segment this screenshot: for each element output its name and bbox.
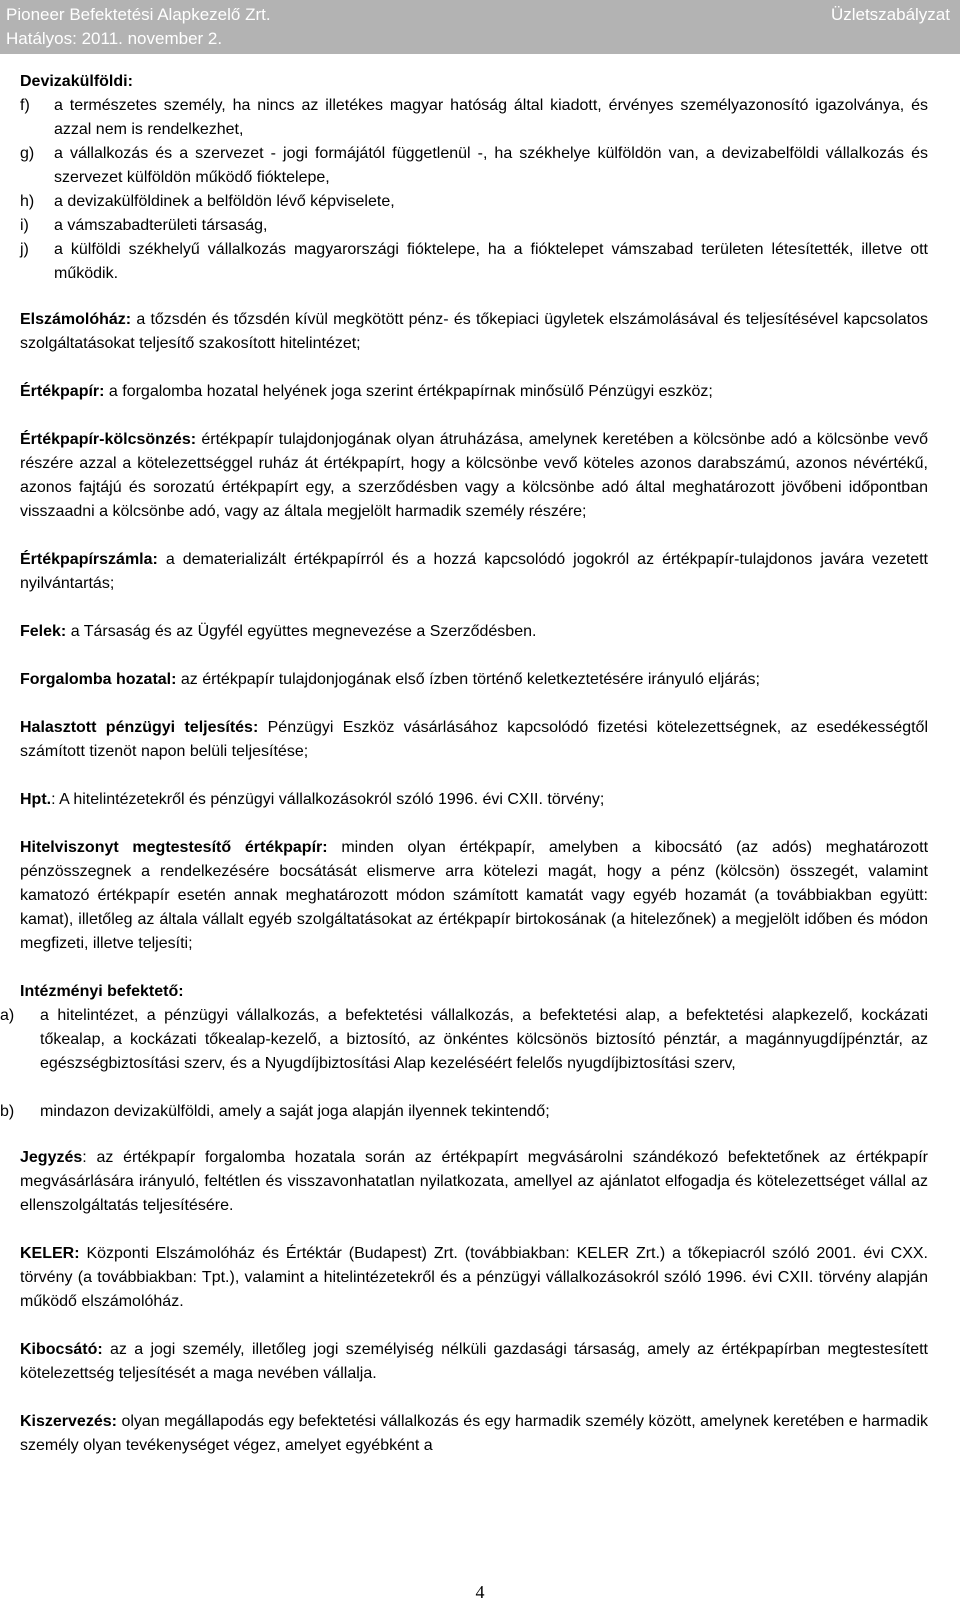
- item-text: a külföldi székhelyű vállalkozás magyarországi fióktelepe, ha a fióktelepet vámszabad területen létesítették, illetve ott működik.: [54, 241, 928, 282]
- list-item: [20, 238, 928, 286]
- page-header: [0, 0, 960, 54]
- definition-text: a forgalomba hozatal helyének joga szerint értékpapírnak minősülő Pénzügyi eszköz;: [104, 383, 713, 400]
- definition-term: Hpt.: [20, 791, 52, 808]
- definition: [20, 1410, 928, 1458]
- intezmenyi-section: [0, 980, 928, 1124]
- definition: [20, 308, 928, 356]
- item-label: b): [0, 1103, 15, 1120]
- definition-term: Értékpapír-kölcsönzés:: [20, 431, 197, 448]
- definition-term: Halasztott pénzügyi teljesítés:: [20, 719, 259, 736]
- intezmenyi-list: [0, 1004, 928, 1124]
- section-title: Intézményi befektető:: [20, 983, 184, 1000]
- list-item: [0, 1100, 928, 1124]
- definition: [20, 428, 928, 524]
- definition-text: olyan megállapodás egy befektetési vállalkozás és egy harmadik személy között, amelynek keretében e harmadik személy olyan tevékenységet végez, amelyet egyébként a: [20, 1413, 928, 1454]
- definition-text: minden olyan értékpapír, amelyben a kibocsátó (az adós) meghatározott pénzösszegnek a rendelkezésére bocsátását elismerve arra kötelezi magát, hogy a pénz (kölcsön) összegét, valamint kamatozó értékpapír esetén annak meghatározott módon számított kamatát vagy egyéb hozamát (a továbbiakban együtt: kamat), illetőleg az általa vállalt egyéb szolgáltatásokat az értékpapír birtokosának (a hitelezőnek) a megjelölt időben és módon megfizeti, illetve teljesíti;: [20, 839, 929, 952]
- definition-text: : A hitelintézetekről és pénzügyi vállalkozásokról szóló 1996. évi CXII. törvény;: [51, 791, 605, 808]
- definition-term: Elszámolóház:: [20, 311, 132, 328]
- item-label: h): [20, 193, 35, 210]
- definition: [20, 668, 928, 692]
- definition: [20, 380, 928, 404]
- definition-text: a dematerializált értékpapírról és a hozzá kapcsolódó jogokról az értékpapír-tulajdonos javára vezetett nyilvántartás;: [20, 551, 928, 592]
- definition-text: értékpapír tulajdonjogának olyan átruházása, amelynek keretében a kölcsönbe adó a kölcsönbe vevő részére azzal a kötelezettséggel ruház át értékpapírt, hogy a kölcsönbe vevő köteles azonos darabszámú, azonos névértékű, azonos fajtájú és sorozatú értékpapírt egy, a szerződésben vagy a kölcsönbe adó által meghatározott jövőbeni időpontban visszaadni a kölcsönbe adó, vagy az általa megjelölt harmadik személy részére;: [20, 431, 928, 520]
- list-item: [20, 190, 928, 214]
- definition-text: az a jogi személy, illetőleg jogi személyiség nélküli gazdasági társaság, amely az értékpapírban megtestesített kötelezettség teljesítését a maga nevében vállalja.: [20, 1341, 928, 1382]
- item-text: mindazon devizakülföldi, amely a saját joga alapján ilyennek tekintendő;: [40, 1103, 550, 1120]
- devizakulfoldi-section: [20, 70, 928, 286]
- item-label: a): [0, 1007, 15, 1024]
- item-text: a vámszabadterületi társaság,: [54, 217, 268, 234]
- item-text: a természetes személy, ha nincs az illetékes magyar hatóság által kiadott, érvényes személyazonosító igazolványa, és azzal nem is rendelkezhet,: [54, 97, 928, 138]
- section-title: Devizakülföldi:: [20, 73, 133, 90]
- definition-term: Hitelviszonyt megtestesítő értékpapír:: [20, 839, 328, 856]
- page-number: 4: [475, 1582, 485, 1602]
- definition-term: KELER:: [20, 1245, 80, 1262]
- definition-term: Kibocsátó:: [20, 1341, 103, 1358]
- definition-term: Értékpapír:: [20, 383, 105, 400]
- definition-text: Központi Elszámolóház és Értéktár (Budapest) Zrt. (továbbiakban: KELER Zrt.) a tőkepiacról szóló 2001. évi CXX. törvény (a továbbiakban: Tpt.), valamint a hitelintézetekről és a pénzügyi vállalkozásokról szóló 1996. évi CXII. törvény alapján működő elszámolóház.: [20, 1245, 928, 1310]
- list-item: [20, 94, 928, 142]
- item-text: a hitelintézet, a pénzügyi vállalkozás, a befektetési vállalkozás, a befektetési alap, a befektetési alapkezelő, kockázati tőkealap, a kockázati tőkealap-kezelő, a biztosító, az önkéntes kölcsönös biztosító pénztár, a magánnyugdíjpénztár, az egészségbiztosítási szerv, és a Nyugdíjbiztosítási Alap kezeléséért felelős nyugdíjbiztosítási szerv,: [40, 1007, 928, 1072]
- definition-text: Pénzügyi Eszköz vásárlásához kapcsolódó fizetési kötelezettségnek, az esedékességtől számított tizenöt napon belüli teljesítése;: [20, 719, 928, 760]
- definition: [20, 1242, 928, 1314]
- item-label: g): [20, 145, 35, 162]
- effective-date: Hatályos: 2011. november 2.: [6, 29, 223, 48]
- definition: [20, 1338, 928, 1386]
- devizakulfoldi-list: [20, 94, 928, 286]
- definition-text: a tőzsdén és tőzsdén kívül megkötött pénz- és tőkepiaci ügyletek elszámolásával és teljesítésével kapcsolatos szolgáltatásokat teljesítő szakosított hitelintézet;: [20, 311, 928, 352]
- item-text: a vállalkozás és a szervezet - jogi formájától függetlenül -, ha székhelye külföldön van, a devizabelföldi vállalkozás és szervezet külföldön működő fióktelepe,: [54, 145, 928, 186]
- company-name: Pioneer Befektetési Alapkezelő Zrt.: [6, 5, 271, 24]
- definition: [20, 620, 928, 644]
- list-item: [20, 142, 928, 190]
- definition: [20, 548, 928, 596]
- definition-term: Kiszervezés:: [20, 1413, 117, 1430]
- list-item: [0, 1004, 928, 1076]
- definition: [20, 716, 928, 764]
- document-body: [0, 70, 929, 1458]
- definition-text: a Társaság és az Ügyfél együttes megnevezése a Szerződésben.: [66, 623, 537, 640]
- definition-term: Forgalomba hozatal:: [20, 671, 177, 688]
- definition-text: : az értékpapír forgalomba hozatala során az értékpapírt megvásárolni szándékozó befektetőnek az értékpapír megvásárlására irányuló, feltétlen és visszavonhatatlan nyilatkozata, amellyel az ajánlatot elfogadja és kötelezettséget vállal az ellenszolgáltatás teljesítésére.: [20, 1149, 928, 1214]
- item-text: a devizakülföldinek a belföldön lévő képviselete,: [54, 193, 395, 210]
- document-title: Üzletszabályzat: [830, 5, 950, 24]
- definition: [20, 1146, 928, 1218]
- definition-term: Értékpapírszámla:: [20, 551, 158, 568]
- item-label: j): [20, 241, 29, 258]
- definition-term: Jegyzés: [20, 1149, 83, 1166]
- definition-term: Felek:: [20, 623, 67, 640]
- list-item: [20, 214, 928, 238]
- definition-text: az értékpapír tulajdonjogának első ízben történő keletkeztetésére irányuló eljárás;: [176, 671, 760, 688]
- item-label: f): [20, 97, 30, 114]
- definition: [20, 836, 928, 956]
- definition: [20, 788, 928, 812]
- item-label: i): [20, 217, 29, 234]
